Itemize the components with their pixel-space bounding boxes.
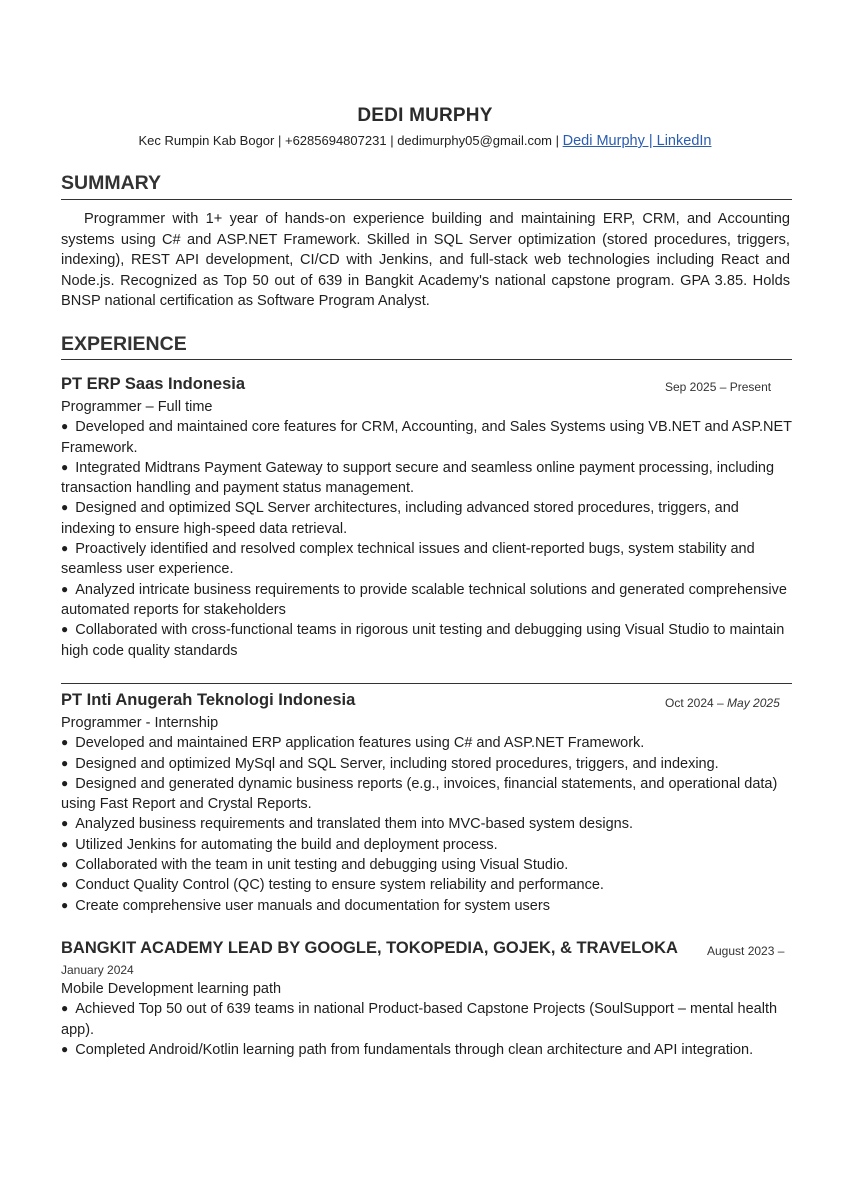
bullet-item: ● Designed and optimized SQL Server architectures, including advanced stored procedures, triggers, and indexing to ensure high-speed data retrieval.: [61, 498, 792, 539]
company-name: BANGKIT ACADEMY LEAD BY GOOGLE, TOKOPEDIA, GOJEK, & TRAVELOKA: [61, 939, 678, 957]
bullet-item: ● Collaborated with the team in unit testing and debugging using Visual Studio.: [61, 855, 792, 875]
phone: +6285694807231: [284, 133, 387, 148]
bullet-item: ● Designed and generated dynamic business reports (e.g., invoices, financial statements, and operational data) using Fast Report and Crystal Reports.: [61, 774, 792, 815]
bullet-item: ● Integrated Midtrans Payment Gateway to support secure and seamless online payment processing, including transaction handling and payment status management.: [61, 458, 792, 499]
separator: |: [274, 133, 285, 148]
bullet-item: ● Analyzed business requirements and translated them into MVC-based system designs.: [61, 814, 792, 834]
bullet-item: ● Create comprehensive user manuals and documentation for system users: [61, 896, 792, 916]
job-entry: [61, 939, 792, 1060]
job-header: [61, 691, 792, 713]
job-header: [61, 375, 792, 397]
separator: |: [552, 133, 563, 148]
company-name: PT ERP Saas Indonesia: [61, 375, 246, 393]
bullet-item: ● Collaborated with cross-functional teams in rigorous unit testing and debugging using Visual Studio to maintain high code quality standards: [61, 620, 792, 661]
job-dates-continued: January 2024: [61, 963, 134, 977]
bullet-item: ● Proactively identified and resolved complex technical issues and client-reported bugs, system stability and seamless user experience.: [61, 539, 792, 580]
email: dedimurphy05@gmail.com: [397, 133, 553, 148]
job-bullets: [61, 999, 792, 1060]
bullet-item: ● Completed Android/Kotlin learning path from fundamentals through clean architecture and API integration.: [61, 1040, 792, 1060]
job-bullets: [61, 733, 792, 916]
job-role: Mobile Development learning path: [61, 981, 282, 997]
location: Kec Rumpin Kab Bogor: [138, 133, 275, 148]
bullet-item: ● Conduct Quality Control (QC) testing to ensure system reliability and performance.: [61, 875, 792, 895]
job-header: [61, 939, 792, 961]
contact-line: [0, 133, 850, 149]
job-divider: [61, 683, 792, 684]
bullet-item: ● Developed and maintained core features for CRM, Accounting, and Sales Systems using VB.NET and ASP.NET Framework.: [61, 417, 792, 458]
candidate-name: DEDI MURPHY: [357, 105, 493, 126]
job-bullets: [61, 417, 792, 661]
bullet-item: ● Designed and optimized MySql and SQL Server, including stored procedures, triggers, and indexing.: [61, 754, 792, 774]
job-role: Programmer - Internship: [61, 715, 219, 731]
job-entry: [61, 375, 792, 661]
company-name: PT Inti Anugerah Teknologi Indonesia: [61, 691, 356, 709]
summary-text: Programmer with 1+ year of hands-on experience building and maintaining ERP, CRM, and Accounting systems using C# and ASP.NET Framework. Skilled in SQL Server optimization (stored procedures, triggers, indexing), REST API development, CI/CD with Jenkins, and full-stack web technologies including React and Node.js. Recognized as Top 50 out of 639 in Bangkit Academy's national capstone program. GPA 3.85. Holds BNSP national certification as Software Program Analyst.: [61, 211, 790, 309]
summary-heading: SUMMARY: [61, 172, 162, 194]
bullet-item: ● Analyzed intricate business requirements to provide scalable technical solutions and generated comprehensive automated reports for stakeholders: [61, 580, 792, 621]
bullet-item: ● Utilized Jenkins for automating the build and deployment process.: [61, 835, 792, 855]
experience-divider: [61, 359, 792, 360]
job-dates: Sep 2025 – Present: [665, 380, 772, 394]
job-dates: August 2023 –: [707, 944, 785, 958]
experience-heading: EXPERIENCE: [61, 333, 187, 355]
job-dates: Oct 2024 – May 2025: [665, 696, 780, 710]
linkedin-link[interactable]: Dedi Murphy | LinkedIn: [562, 133, 712, 149]
job-entry: [61, 691, 792, 916]
bullet-item: ● Developed and maintained ERP application features using C# and ASP.NET Framework.: [61, 733, 792, 753]
bullet-item: ● Achieved Top 50 out of 639 teams in national Product-based Capstone Projects (SoulSupport – mental health app).: [61, 999, 792, 1040]
separator: |: [386, 133, 398, 148]
summary-divider: [61, 199, 792, 200]
job-role: Programmer – Full time: [61, 399, 213, 415]
